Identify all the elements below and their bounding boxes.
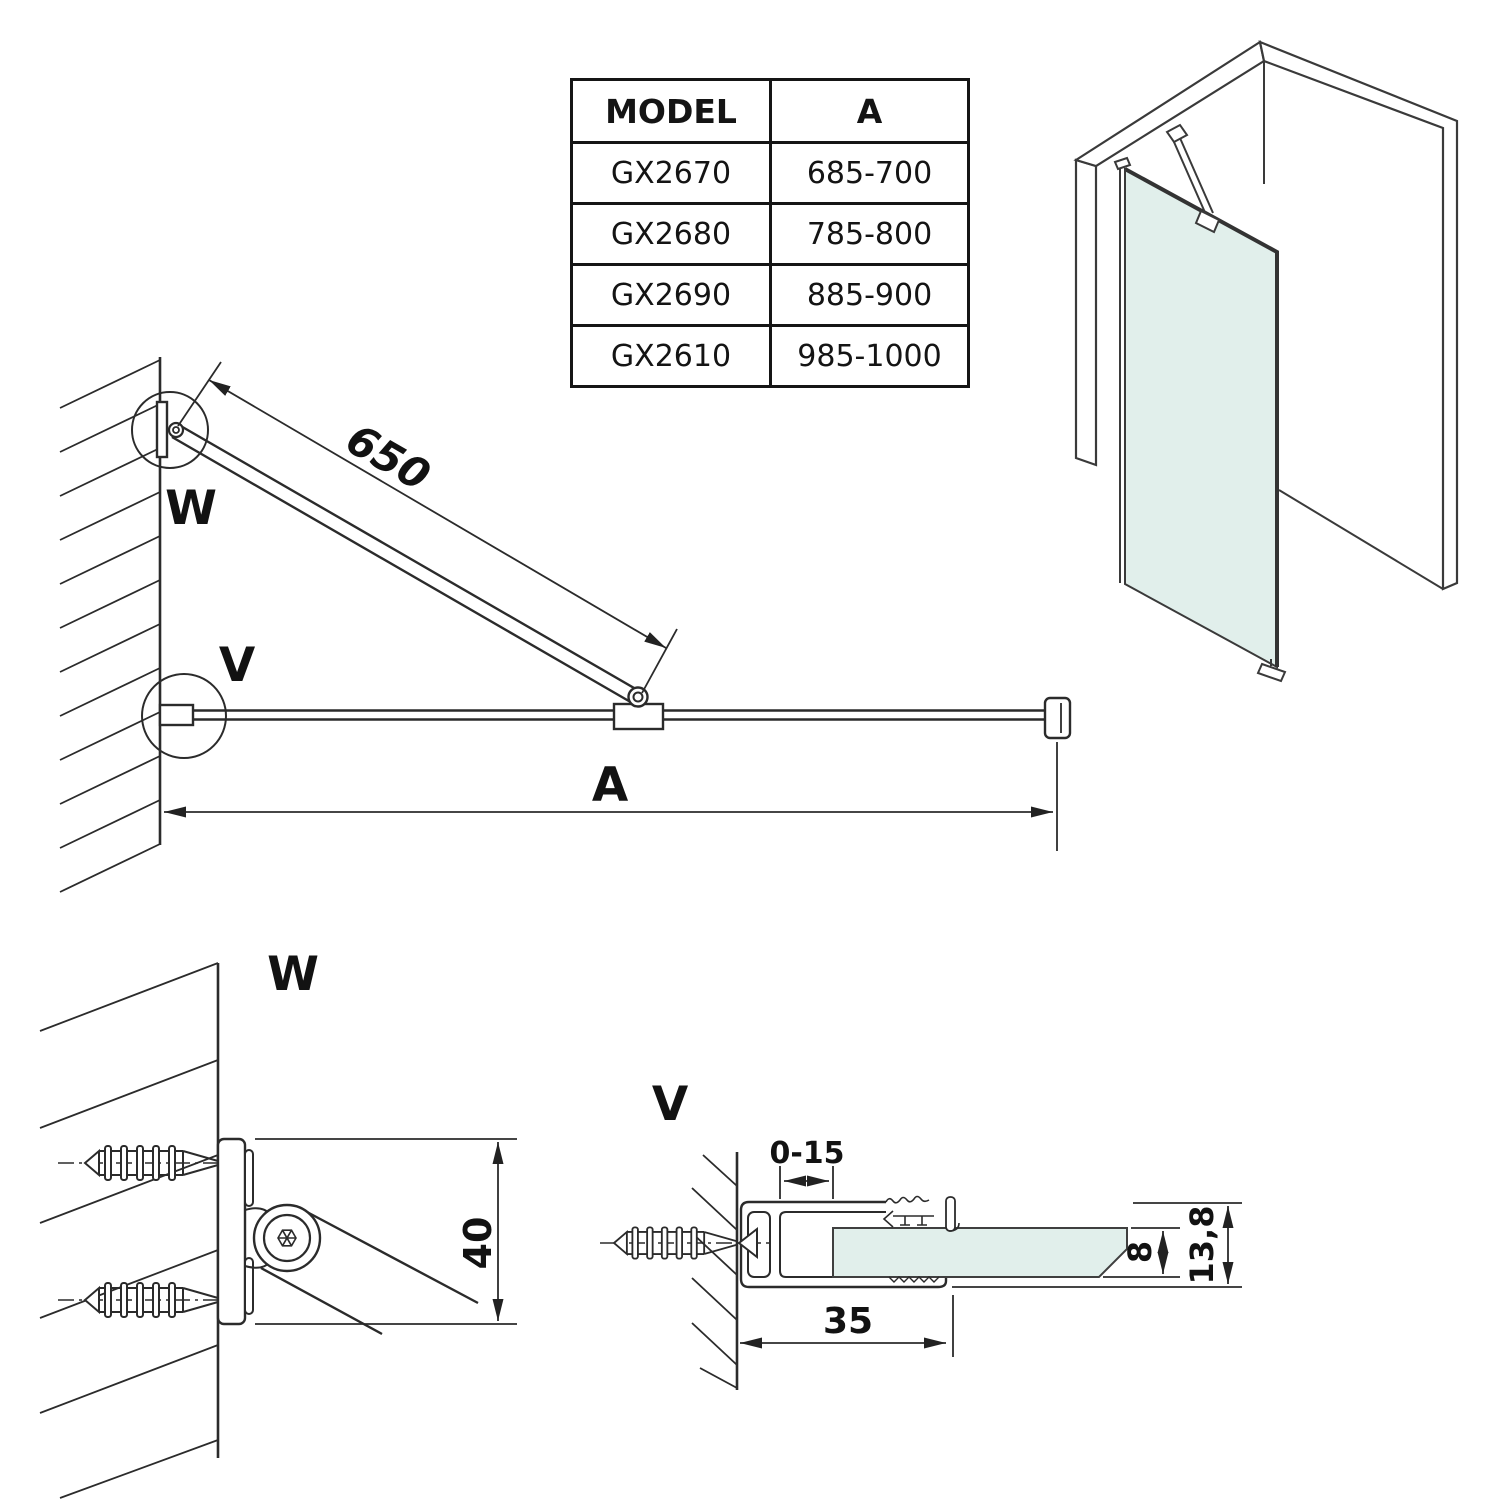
dimension-a-range: 885-900 [771,265,969,326]
dimension-a-range: 685-700 [771,143,969,204]
dim-650-line [209,380,666,648]
detail-v-view [600,1152,1242,1390]
bar-end-cap [1045,698,1070,738]
table-row [572,265,969,326]
model-code: GX2680 [572,204,771,265]
iso-profile-cap [1115,158,1130,169]
detail-w-plate-tab-top [245,1150,253,1206]
gasket-barb [884,1211,893,1227]
main-elevation-view [60,357,1070,892]
detail-v-title: V [651,1077,689,1132]
detail-v-hatching [692,1155,737,1388]
bar-clamp-block [614,704,663,729]
table-row [572,204,969,265]
gasket-fins [893,1216,934,1225]
model-code: GX2610 [572,326,771,387]
detail-w-title: W [267,947,319,1002]
marker-w-label: W [165,481,217,536]
iso-left-wall-front [1076,160,1096,465]
glass-section [833,1228,1127,1277]
iso-right-wall [1260,42,1457,589]
wall-hatching [60,360,160,892]
dim-40-label: 40 [456,1216,500,1270]
w-pivot-outer [169,423,183,437]
iso-wall-profile [1120,164,1125,584]
dim-35-label: 35 [822,1301,874,1342]
model-code: GX2670 [572,143,771,204]
dim-13-8-label: 13,8 [1183,1205,1221,1285]
dim-a-label: A [591,758,629,813]
table-row [572,143,969,204]
dim-8-label: 8 [1121,1240,1159,1264]
iso-right-wall-bottom-edge [1279,490,1443,589]
gasket-stem [946,1197,955,1231]
detail-w-view [40,963,517,1498]
clamp-pivot-outer [629,688,648,707]
column-header-model: MODEL [572,80,771,143]
iso-glass-panel [1125,169,1277,667]
iso-bar-wall-plate [1167,125,1187,142]
iso-left-wall-top [1076,42,1264,166]
marker-v-label: V [218,638,256,693]
dim-650-label: 650 [338,414,439,501]
dim-0-15-label: 0-15 [769,1136,845,1171]
seal-break-squiggle [886,1197,929,1203]
detail-w-bracket-plate [218,1139,245,1324]
dimension-a-range: 985-1000 [771,326,969,387]
column-header-a: A [771,80,969,143]
detail-w-hatching [40,963,218,1498]
wall-bracket-v [160,705,193,725]
wall-bracket-w-plate [157,402,167,457]
table-header-row [572,80,969,143]
table-row [572,326,969,387]
iso-glass-foot [1258,664,1285,681]
dimension-a-range: 785-800 [771,204,969,265]
model-spec-table [570,78,970,388]
model-code: GX2690 [572,265,771,326]
isometric-view [1076,42,1457,681]
detail-w-centerlines [58,1163,234,1300]
